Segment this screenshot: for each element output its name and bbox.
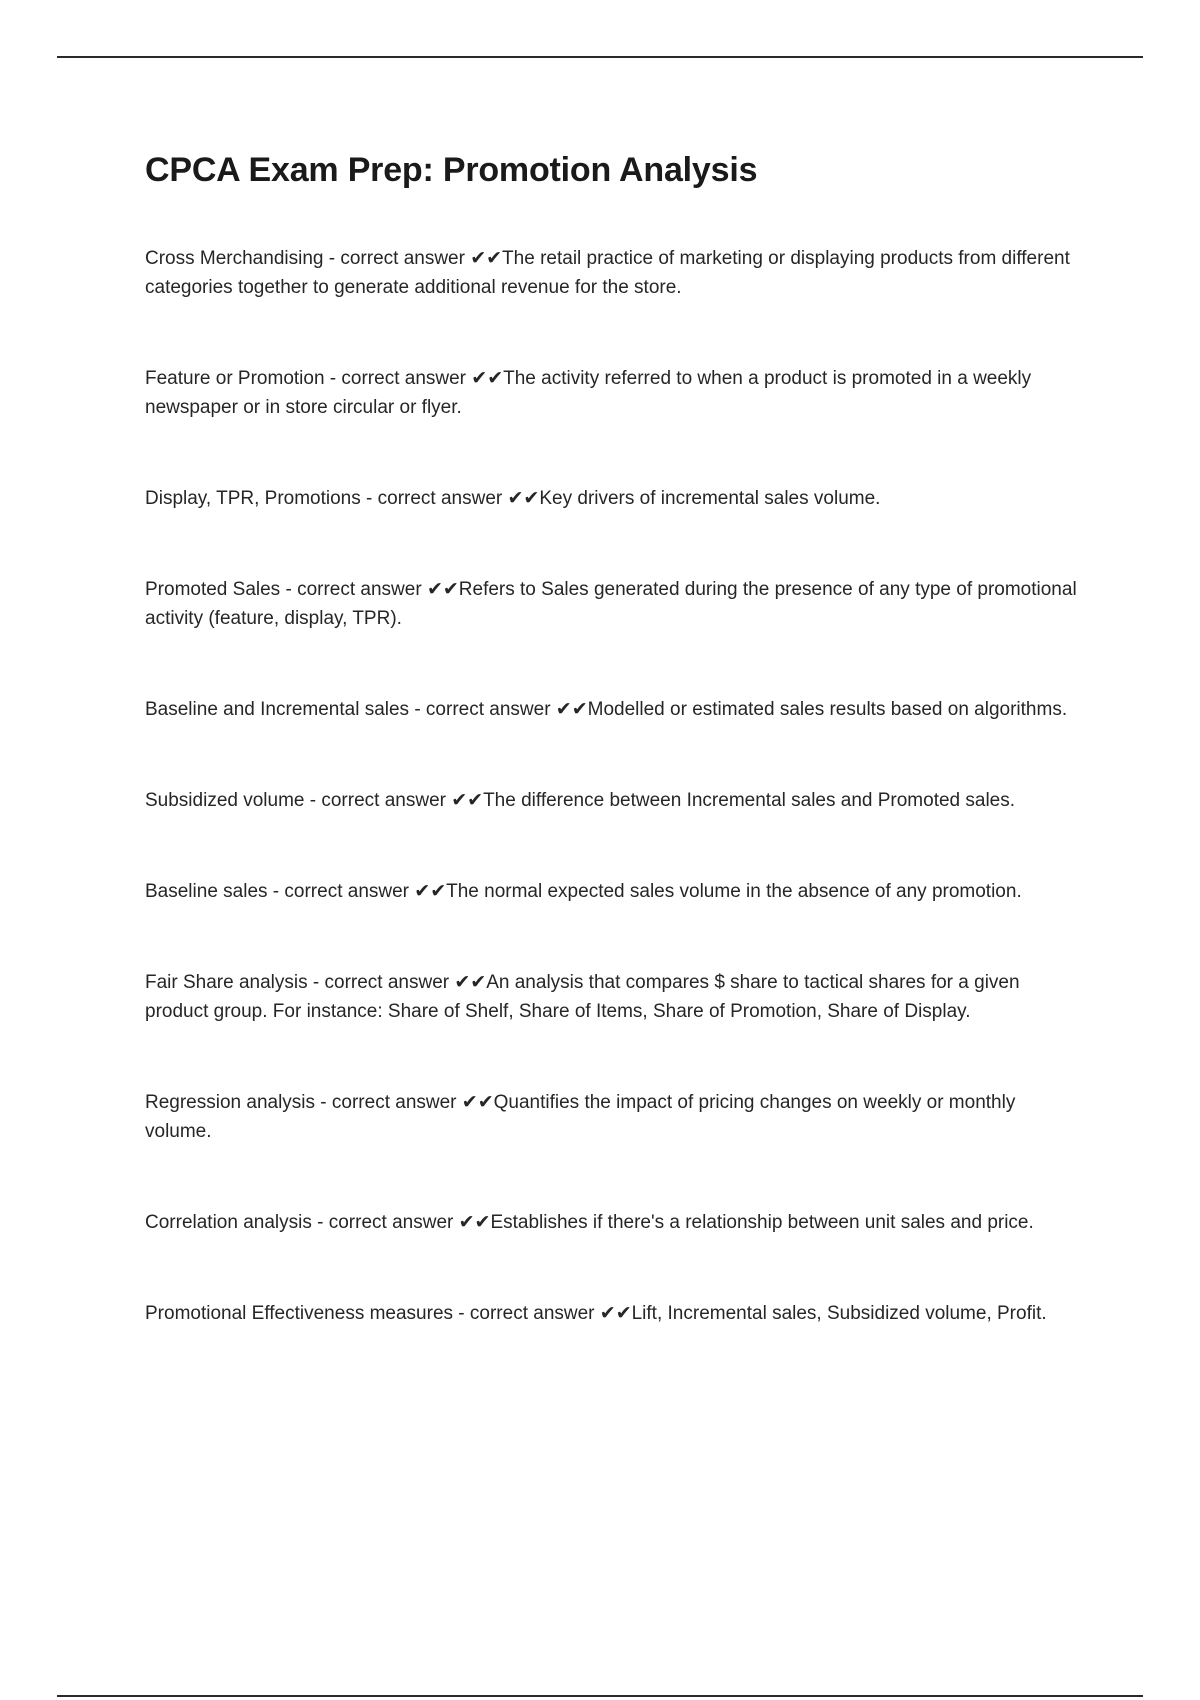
list-item: Correlation analysis - correct answer ✔✔Establishes if there's a relationship between unit sales and price.	[145, 1212, 1034, 1233]
top-divider	[57, 56, 1143, 58]
list-item: Regression analysis - correct answer ✔✔Quantifies the impact of pricing changes on weekly or monthly volume.	[145, 1092, 1016, 1142]
list-item: Baseline sales - correct answer ✔✔The normal expected sales volume in the absence of any promotion.	[145, 881, 1022, 902]
list-item: Cross Merchandising - correct answer ✔✔The retail practice of marketing or displaying products from different categories together to generate additional revenue for the store.	[145, 248, 1070, 298]
list-item: Promotional Effectiveness measures - correct answer ✔✔Lift, Incremental sales, Subsidized volume, Profit.	[145, 1303, 1047, 1324]
entry-list	[145, 244, 1085, 1328]
list-item: Baseline and Incremental sales - correct answer ✔✔Modelled or estimated sales results based on algorithms.	[145, 699, 1068, 720]
page-title: CPCA Exam Prep: Promotion Analysis	[145, 151, 758, 189]
document-page	[145, 148, 1085, 1390]
bottom-divider	[57, 1695, 1143, 1697]
list-item: Promoted Sales - correct answer ✔✔Refers to Sales generated during the presence of any type of promotional activity (feature, display, TPR).	[145, 579, 1077, 629]
list-item: Feature or Promotion - correct answer ✔✔The activity referred to when a product is promoted in a weekly newspaper or in store circular or flyer.	[145, 368, 1032, 418]
list-item: Display, TPR, Promotions - correct answer ✔✔Key drivers of incremental sales volume.	[145, 488, 881, 509]
list-item: Fair Share analysis - correct answer ✔✔An analysis that compares $ share to tactical shares for a given product group. For instance: Share of Shelf, Share of Items, Share of Promotion, Share of Display.	[145, 972, 1020, 1022]
list-item: Subsidized volume - correct answer ✔✔The difference between Incremental sales and Promoted sales.	[145, 790, 1016, 811]
